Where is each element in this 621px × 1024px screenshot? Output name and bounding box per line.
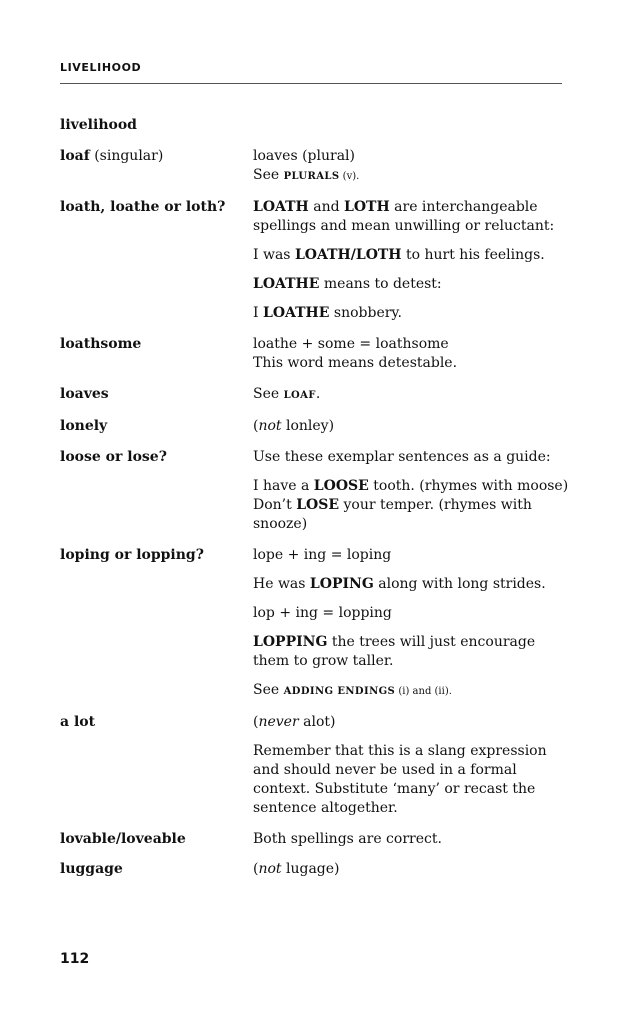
text-run: ( [253,418,259,434]
bold-term: LOPPING [253,634,328,650]
text-run: tooth. (rhymes with moose) [368,478,569,494]
bold-term: LOPING [309,576,374,592]
text-run: along with long strides. [373,576,546,592]
text-run: alot) [298,714,336,730]
definition-paragraph [253,681,570,701]
entry-headword [60,860,250,879]
headword-text: loath, loathe or loth? [60,199,226,215]
cross-reference: LOAF [283,390,316,401]
definition-paragraph [253,830,570,849]
text-run: lop + ing = lopping [253,605,392,621]
definition-paragraph [253,246,570,265]
entry-headword [60,147,250,166]
entry-definition [253,830,570,849]
definition-paragraph [253,417,570,436]
text-run: I was [253,247,295,263]
entry-definition [253,546,570,701]
dictionary-entry [60,198,570,323]
entry-headword [60,417,250,436]
text-run: loaves (plural) [253,148,355,164]
text-run: Don’t [253,497,297,513]
definition-paragraph [253,335,570,373]
dictionary-entry [60,448,570,534]
entry-headword [60,335,250,354]
text-run: (i) and (ii). [395,686,452,697]
text-run: to hurt his feelings. [401,247,545,263]
headword-text: loathsome [60,336,142,352]
definition-paragraph [253,385,570,405]
italic-term: not [258,861,282,877]
text-run: . [315,386,321,402]
text-run: I have a [253,478,314,494]
definition-paragraph [253,147,570,186]
headword-text: loose or lose? [60,449,167,465]
headword-text: luggage [60,861,123,877]
definition-paragraph [253,860,570,879]
cross-reference: PLURALS [283,171,340,182]
text-run: means to detest: [319,276,442,292]
bold-term: LOTH [344,199,390,215]
bold-term: LOATH [253,199,309,215]
text-run: This word means detestable. [253,355,458,371]
headword-text: loaf [60,148,90,164]
bold-term: LOSE [296,497,340,513]
text-run: and [308,199,345,215]
text-run: lope + ing = loping [253,547,392,563]
text-run: See [253,386,284,402]
text-run: are interchangeable spellings and mean unwilling or reluctant: [253,199,555,234]
entry-definition [253,116,570,135]
definition-paragraph [253,477,570,534]
headword-text: livelihood [60,117,137,133]
definition-paragraph [253,198,570,236]
headword-text: lovable/loveable [60,831,186,847]
text-run: See [253,682,284,698]
entry-headword [60,830,250,849]
headword-text: lonely [60,418,108,434]
definition-paragraph [253,713,570,732]
page-number: 112 [60,951,90,967]
text-run: Remember that this is a slang expression and should never be used in a formal context. Substitute ‘many’ or recast the sentence altogether. [253,743,547,816]
entry-definition [253,448,570,534]
definition-paragraph [253,604,570,623]
entry-definition [253,198,570,323]
headword-text: a lot [60,714,96,730]
headword-text: loping or lopping? [60,547,204,563]
bold-term: LOATHE [253,276,320,292]
definition-paragraph [253,575,570,594]
text-run: See [253,167,284,183]
entry-headword [60,448,250,467]
header-rule [60,83,562,84]
headword-note: (singular) [89,148,164,164]
text-run: (v). [339,171,360,182]
entry-definition [253,147,570,186]
dictionary-entry [60,335,570,373]
text-run: Use these exemplar sentences as a guide: [253,449,551,465]
dictionary-entry [60,713,570,818]
text-run: loathe + some = loathsome [253,336,449,352]
dictionary-entry [60,546,570,701]
running-header: LIVELIHOOD [60,61,142,74]
entry-headword [60,713,250,732]
definition-paragraph [253,633,570,671]
entry-definition [253,335,570,373]
entry-definition [253,417,570,436]
headword-text: loaves [60,386,109,402]
dictionary-entries [60,116,570,891]
italic-term: not [258,418,282,434]
dictionary-entry [60,860,570,879]
dictionary-entry [60,417,570,436]
bold-term: LOATHE [262,305,330,321]
definition-paragraph [253,448,570,467]
text-run: I [253,305,263,321]
dictionary-entry [60,116,570,135]
entry-headword [60,385,250,404]
entry-definition [253,713,570,818]
dictionary-entry [60,830,570,849]
text-run: He was [253,576,310,592]
definition-paragraph [253,275,570,294]
text-run: lonley) [281,418,335,434]
entry-headword [60,198,250,217]
definition-paragraph [253,742,570,818]
definition-paragraph [253,546,570,565]
entry-definition [253,385,570,405]
text-run: ( [253,714,259,730]
text-run: snobbery. [329,305,402,321]
bold-term: LOOSE [313,478,369,494]
dictionary-entry [60,147,570,186]
definition-paragraph [253,304,570,323]
entry-headword [60,546,250,565]
bold-term: LOATH/LOTH [294,247,402,263]
text-run: your temper. (rhymes with snooze) [253,497,532,532]
text-run: lugage) [281,861,340,877]
cross-reference: ADDING ENDINGS [283,686,396,697]
entry-definition [253,860,570,879]
text-run: the trees will just encourage them to grow taller. [253,634,536,669]
text-run: Both spellings are correct. [253,831,442,847]
italic-term: never [258,714,299,730]
dictionary-entry [60,385,570,405]
text-run: ( [253,861,259,877]
entry-headword [60,116,250,135]
